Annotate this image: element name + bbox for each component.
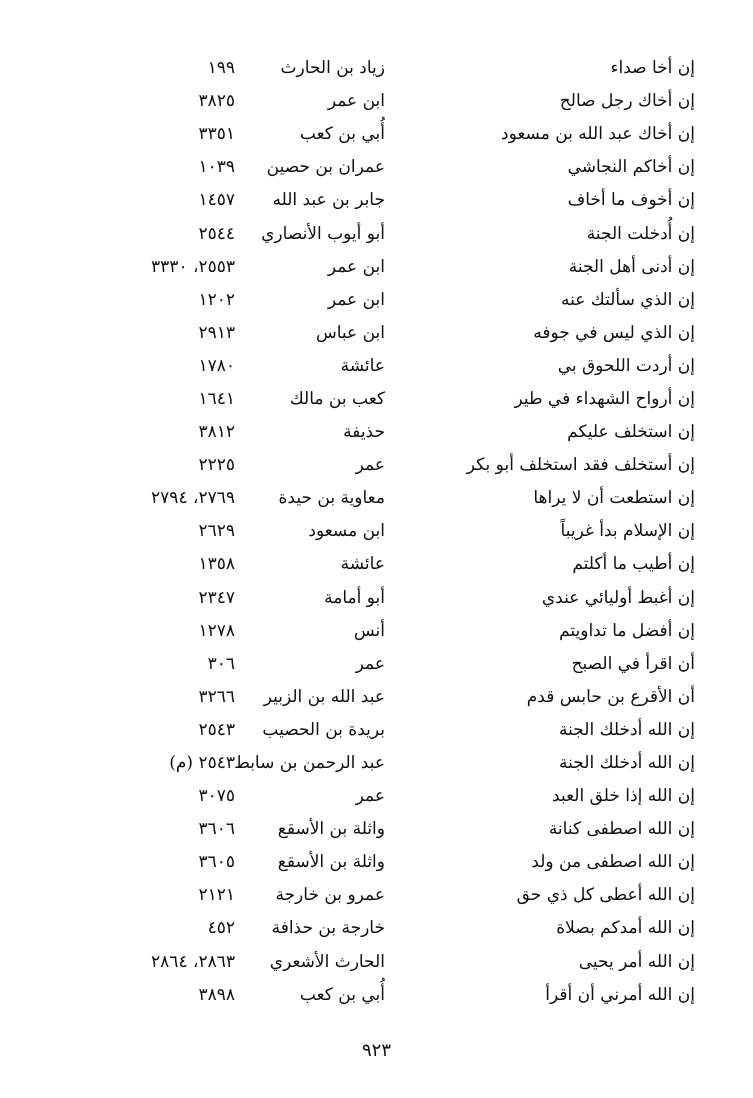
index-row [110, 681, 695, 714]
index-row [110, 548, 695, 581]
hadith-opening-text: أن الأقرع بن حابس قدم [526, 686, 695, 707]
hadith-opening-text: إن الله أمرني أن أقرأ [545, 984, 695, 1005]
hadith-opening-text: إن أخاكم النجاشي [567, 157, 695, 178]
hadith-opening-text: إن أغبط أوليائي عندي [541, 587, 695, 608]
index-row [110, 615, 695, 648]
hadith-opening-text: أن اقرأ في الصبح [571, 653, 695, 674]
narrator-name: كعب بن مالك [289, 388, 385, 409]
hadith-number: ٢٧٦٩، ٢٧٩٤ [151, 488, 235, 509]
hadith-number: ١٢٧٨ [198, 620, 235, 641]
index-row [110, 251, 695, 284]
narrator-name: ابن عمر [327, 91, 385, 112]
index-row [110, 648, 695, 681]
narrator-name: الحارث الأشعري [269, 951, 385, 972]
index-row [110, 946, 695, 979]
hadith-opening-text: إن الله إذا خلق العبد [552, 786, 695, 807]
narrator-name: عمران بن حصين [266, 157, 385, 178]
hadith-opening-text: إن استخلف عليكم [567, 422, 695, 443]
narrator-name: عمرو بن خارجة [275, 885, 385, 906]
hadith-opening-text: إن استطعت أن لا يراها [533, 488, 695, 509]
hadith-opening-text: إن الله أدخلك الجنة [559, 719, 695, 740]
index-row [110, 912, 695, 945]
index-row [110, 979, 695, 1012]
hadith-opening-text: إن الذي ليس في جوفه [533, 322, 695, 343]
hadith-opening-text: إن أخا صداء [610, 58, 695, 79]
hadith-number: ٢٥٤٤ [198, 223, 235, 244]
hadith-number: ٤٥٢ [207, 918, 235, 939]
narrator-name: واثلة بن الأسقع [277, 819, 385, 840]
index-row [110, 217, 695, 250]
narrator-name: عبد الله بن الزبير [263, 686, 385, 707]
hadith-number: ١٩٩ [207, 58, 235, 79]
index-row [110, 118, 695, 151]
narrator-name: ابن عباس [315, 322, 385, 343]
narrator-name: أبو أمامة [324, 587, 385, 608]
index-row [110, 350, 695, 383]
narrator-name: أُبي بن كعب [299, 124, 385, 145]
narrator-name: معاوية بن حيدة [278, 488, 385, 509]
narrator-name: عبد الرحمن بن سابط [234, 753, 385, 774]
hadith-number: ٣٨١٢ [198, 422, 235, 443]
index-row [110, 383, 695, 416]
index-row [110, 449, 695, 482]
hadith-number: ٢٢٢٥ [198, 455, 235, 476]
hadith-number: ١٠٣٩ [198, 157, 235, 178]
narrator-name: عمر [355, 455, 385, 476]
hadith-number: ٢٥٤٣ (م) [169, 753, 235, 774]
hadith-number: ٢٥٤٣ [198, 719, 235, 740]
hadith-opening-text: إن الله أدخلك الجنة [559, 753, 695, 774]
narrator-name: عمر [355, 653, 385, 674]
narrator-name: عائشة [340, 355, 385, 376]
hadith-opening-text: إن أخاك عبد الله بن مسعود [501, 124, 695, 145]
index-row [110, 747, 695, 780]
hadith-number: ٣٣٥١ [198, 124, 235, 145]
hadith-opening-text: إن أطيب ما أكلتم [572, 554, 695, 575]
narrator-name: ابن مسعود [308, 521, 385, 542]
hadith-opening-text: إن الله اصطفى كنانة [548, 819, 695, 840]
index-row [110, 52, 695, 85]
hadith-number: ٣٨٢٥ [198, 91, 235, 112]
hadith-number: ٣٠٦ [207, 653, 235, 674]
hadith-number: ٣٢٦٦ [198, 686, 235, 707]
hadith-number: ٢٩١٣ [198, 322, 235, 343]
index-row [110, 846, 695, 879]
index-row [110, 813, 695, 846]
hadith-opening-text: إن أُدخلت الجنة [586, 223, 695, 244]
index-row [110, 714, 695, 747]
page-number: ٩٢٣ [361, 1040, 391, 1061]
narrator-name: بريدة بن الحصيب [262, 719, 385, 740]
index-row [110, 780, 695, 813]
index-row [110, 879, 695, 912]
hadith-opening-text: إن أخاك رجل صالح [559, 91, 695, 112]
index-row [110, 284, 695, 317]
hadith-opening-text: إن الذي سألتك عنه [561, 289, 695, 310]
index-row [110, 85, 695, 118]
narrator-name: حذيفة [343, 422, 385, 443]
hadith-number: ٣٦٠٥ [198, 852, 235, 873]
hadith-opening-text: إن الله أمدكم بصلاة [556, 918, 695, 939]
narrator-name: واثلة بن الأسقع [277, 852, 385, 873]
index-row [110, 416, 695, 449]
narrator-name: ابن عمر [327, 256, 385, 277]
narrator-name: أبو أيوب الأنصاري [261, 223, 385, 244]
hadith-number: ٢٣٤٧ [198, 587, 235, 608]
hadith-number: ١٤٥٧ [198, 190, 235, 211]
index-row [110, 582, 695, 615]
hadith-index-table [110, 52, 695, 1012]
narrator-name: عمر [355, 786, 385, 807]
hadith-number: ٣٦٠٦ [198, 819, 235, 840]
narrator-name: عائشة [340, 554, 385, 575]
hadith-opening-text: إن أدنى أهل الجنة [568, 256, 695, 277]
hadith-number: ١٣٥٨ [198, 554, 235, 575]
hadith-number: ٢١٢١ [198, 885, 235, 906]
hadith-number: ٣٨٩٨ [198, 984, 235, 1005]
narrator-name: خارجة بن حذافة [271, 918, 385, 939]
narrator-name: جابر بن عبد الله [272, 190, 385, 211]
index-row [110, 482, 695, 515]
hadith-opening-text: إن الله أمر يحيى [578, 951, 695, 972]
hadith-opening-text: إن الله أعطى كل ذي حق [516, 885, 695, 906]
index-row [110, 515, 695, 548]
index-row [110, 317, 695, 350]
hadith-opening-text: إن الإسلام بدأ غريباً [560, 521, 695, 542]
hadith-opening-text: إن أرواح الشهداء في طير [514, 388, 695, 409]
hadith-number: ٢٨٦٣، ٢٨٦٤ [151, 951, 235, 972]
narrator-name: أنس [353, 620, 385, 641]
index-row [110, 184, 695, 217]
hadith-number: ٣٠٧٥ [198, 786, 235, 807]
hadith-number: ٢٦٢٩ [198, 521, 235, 542]
hadith-opening-text: إن أستخلف فقد استخلف أبو بكر [466, 455, 695, 476]
narrator-name: زياد بن الحارث [280, 58, 385, 79]
hadith-number: ١٦٤١ [198, 388, 235, 409]
hadith-opening-text: إن الله اصطفى من ولد [531, 852, 695, 873]
hadith-opening-text: إن أردت اللحوق بي [557, 355, 695, 376]
hadith-number: ١٢٠٢ [198, 289, 235, 310]
hadith-opening-text: إن أخوف ما أخاف [567, 190, 695, 211]
hadith-number: ١٧٨٠ [198, 355, 235, 376]
narrator-name: أُبي بن كعب [299, 984, 385, 1005]
narrator-name: ابن عمر [327, 289, 385, 310]
hadith-number: ٢٥٥٣، ٣٣٣٠ [151, 256, 235, 277]
index-row [110, 151, 695, 184]
hadith-opening-text: إن أفضل ما تداويتم [559, 620, 695, 641]
